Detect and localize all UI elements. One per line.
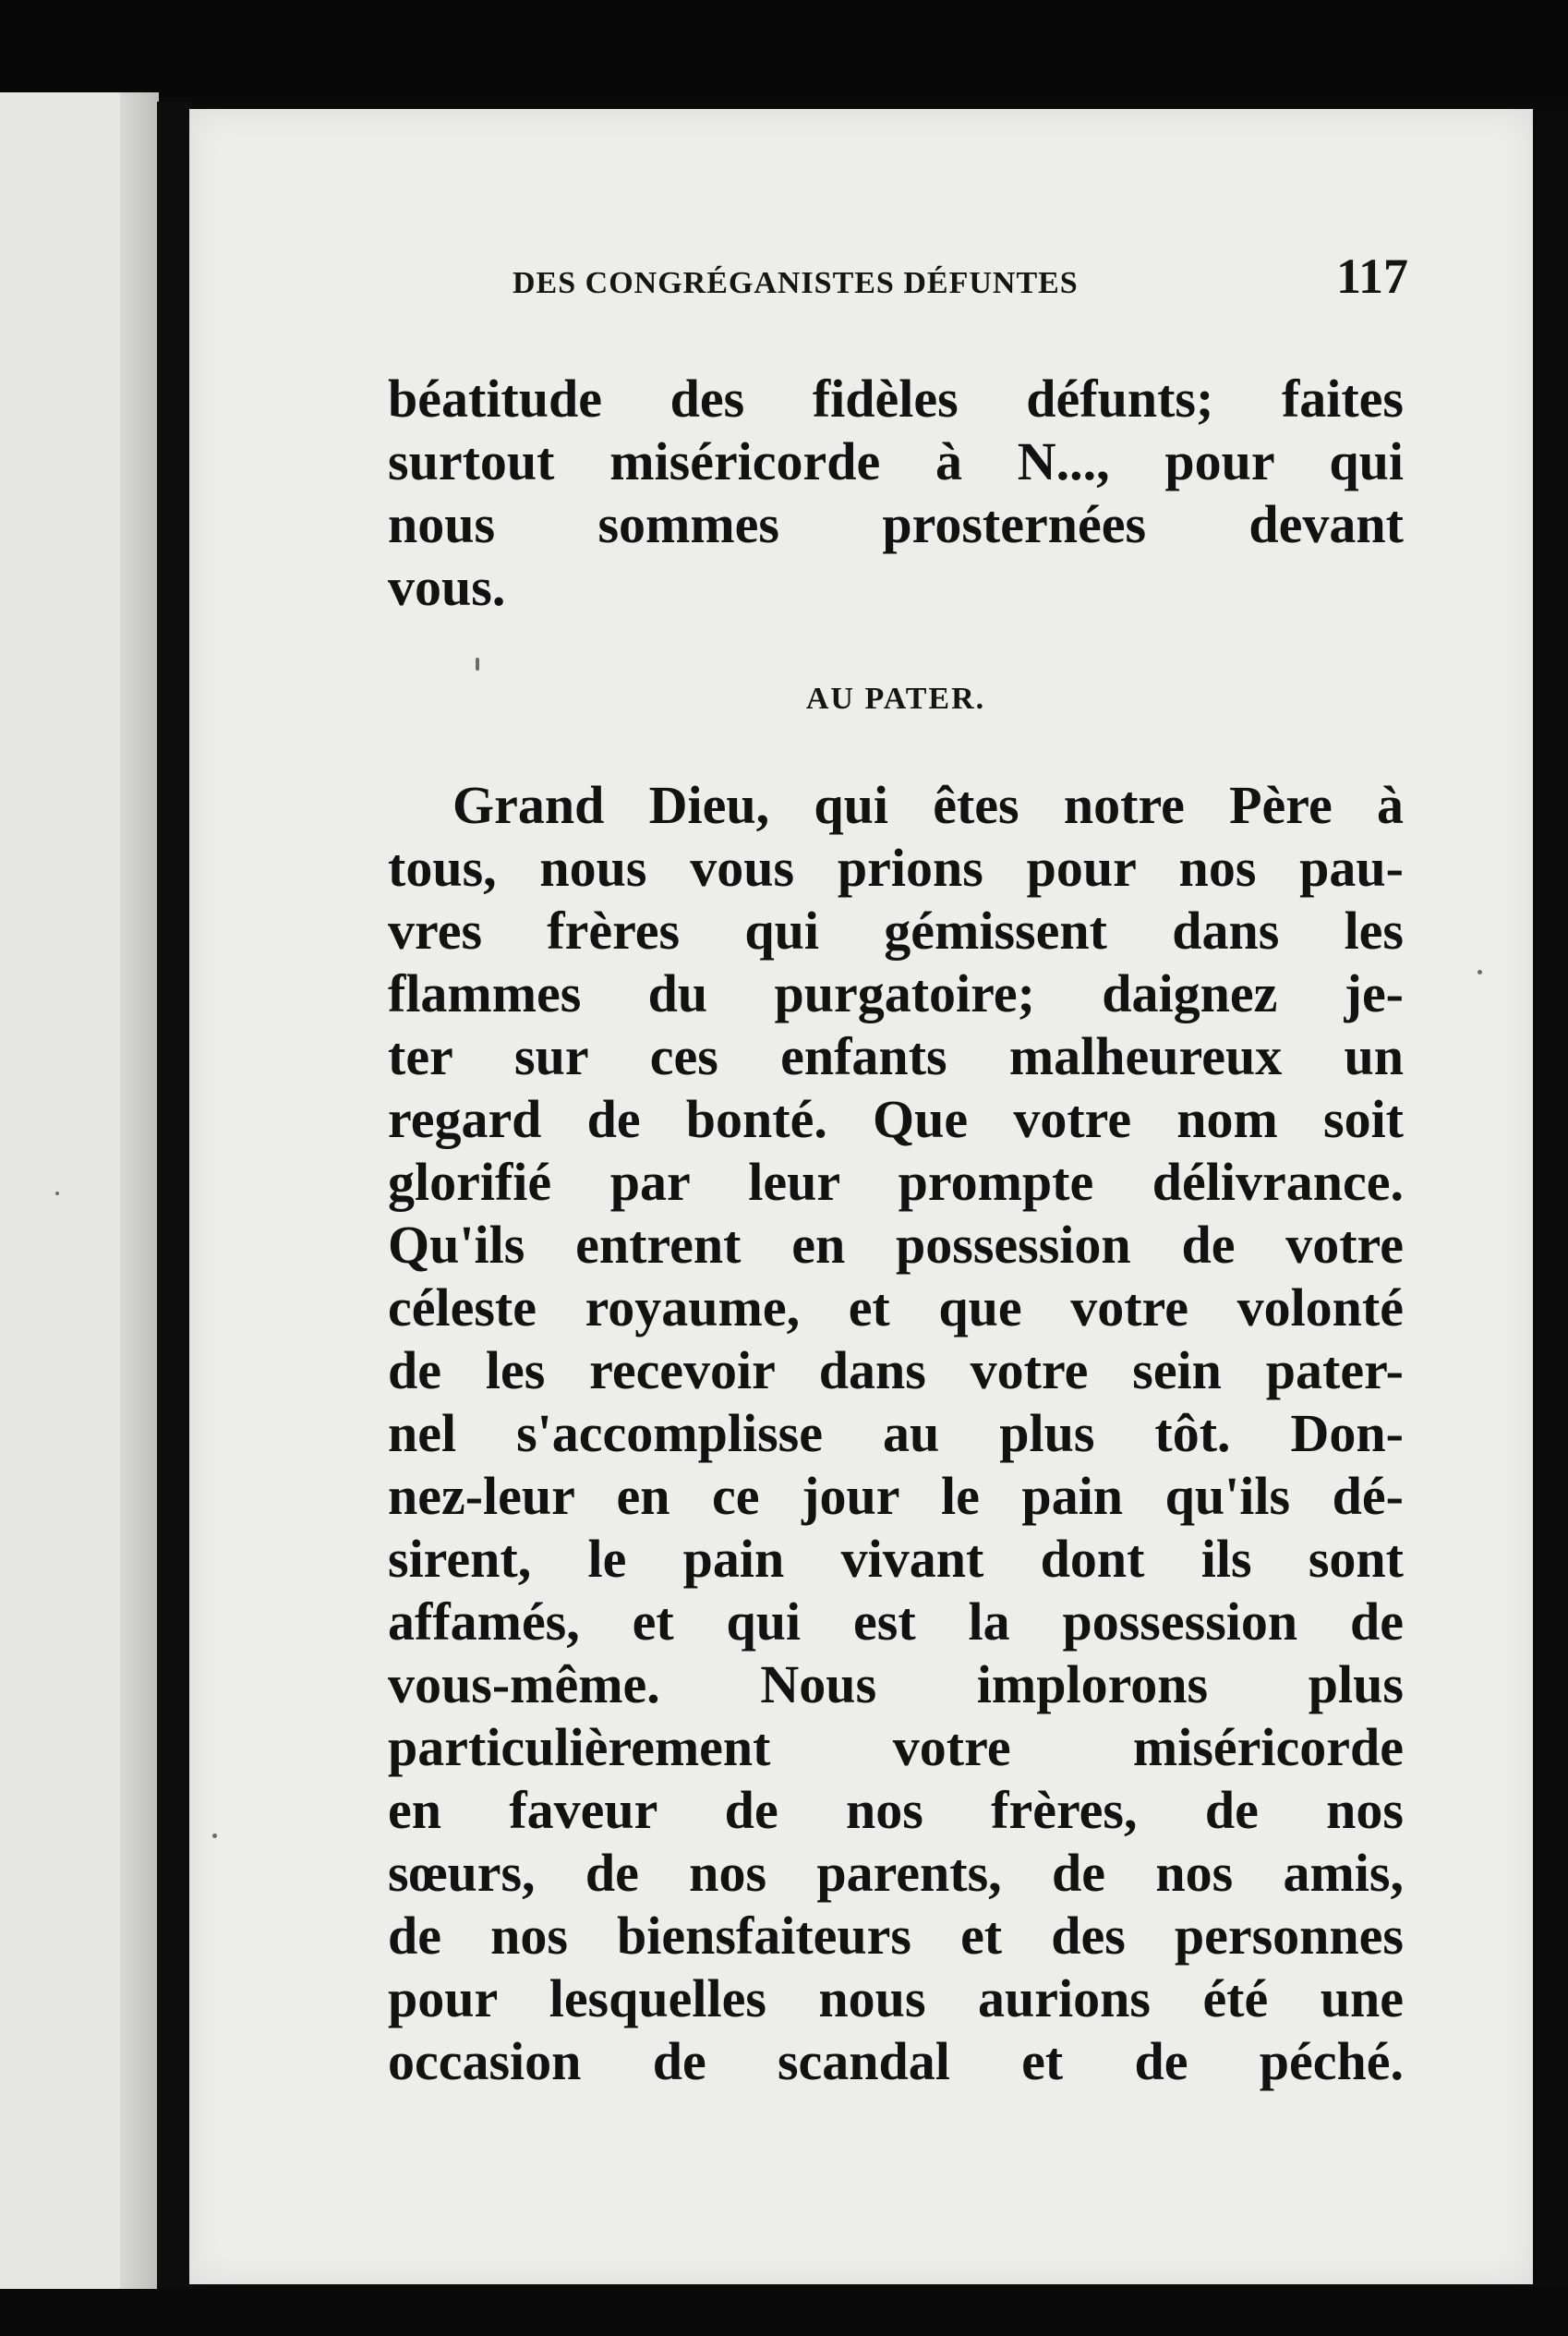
text-line: nous sommes prosternées devant <box>388 494 1404 554</box>
facing-page-edge <box>120 92 159 2291</box>
text-line: particulièrement votre miséricorde <box>388 1717 1404 1777</box>
text-line: Grand Dieu, qui êtes notre Père à <box>452 775 1404 835</box>
text-line: de nos biensfaiteurs et des personnes <box>388 1906 1404 1966</box>
page-number: 117 <box>1335 248 1408 304</box>
text-line: de les recevoir dans votre sein pater- <box>388 1340 1404 1400</box>
text-line: en faveur de nos frères, de nos <box>388 1780 1404 1840</box>
text-line: occasion de scandal et de péché. <box>388 2031 1404 2091</box>
scan-border-right <box>1533 111 1568 2336</box>
text-line: céleste royaume, et que votre volonté <box>388 1277 1404 1337</box>
scan-speck <box>1478 970 1482 974</box>
text-line: regard de bonté. Que votre nom soit <box>388 1089 1404 1149</box>
text-line: ter sur ces enfants malheureux un <box>388 1026 1404 1086</box>
scan-border-bottom <box>0 2289 1568 2336</box>
running-head <box>513 248 1408 305</box>
text-line: vres frères qui gémissent dans les <box>388 901 1404 961</box>
scan-speck <box>55 1192 59 1195</box>
text-line: tous, nous vous prions pour nos pau- <box>388 838 1404 898</box>
text-line: nez-leur en ce jour le pain qu'ils dé- <box>388 1466 1404 1526</box>
text-line: surtout miséricorde à N..., pour qui <box>388 431 1404 491</box>
text-line: nel s'accomplisse au plus tôt. Don- <box>388 1403 1404 1463</box>
running-head-title: DES CONGRÉGANISTES DÉFUNTES <box>513 266 1079 300</box>
text-line: vous-même. Nous implorons plus <box>388 1654 1404 1714</box>
text-line: pour lesquelles nous aurions été une <box>388 1968 1404 2028</box>
text-line: Qu'ils entrent en possession de votre <box>388 1215 1404 1275</box>
scan-speck <box>212 1834 217 1838</box>
text-line: glorifié par leur prompte délivrance. <box>388 1152 1404 1212</box>
scan-border-top <box>0 0 1568 97</box>
paragraph-two <box>388 774 1404 2093</box>
text-line: sœurs, de nos parents, de nos amis, <box>388 1843 1404 1903</box>
scan-speck <box>476 658 479 671</box>
text-line: béatitude des fidèles défunts; faites <box>388 369 1404 429</box>
text-line: affamés, et qui est la possession de <box>388 1592 1404 1652</box>
section-heading: AU PATER. <box>805 682 986 716</box>
text-line: flammes du purgatoire; daignez je- <box>388 963 1404 1023</box>
text-line: vous. <box>388 557 506 617</box>
paragraph-one <box>388 368 1404 619</box>
text-line: sirent, le pain vivant dont ils sont <box>388 1529 1404 1589</box>
book-gutter <box>157 102 192 2300</box>
